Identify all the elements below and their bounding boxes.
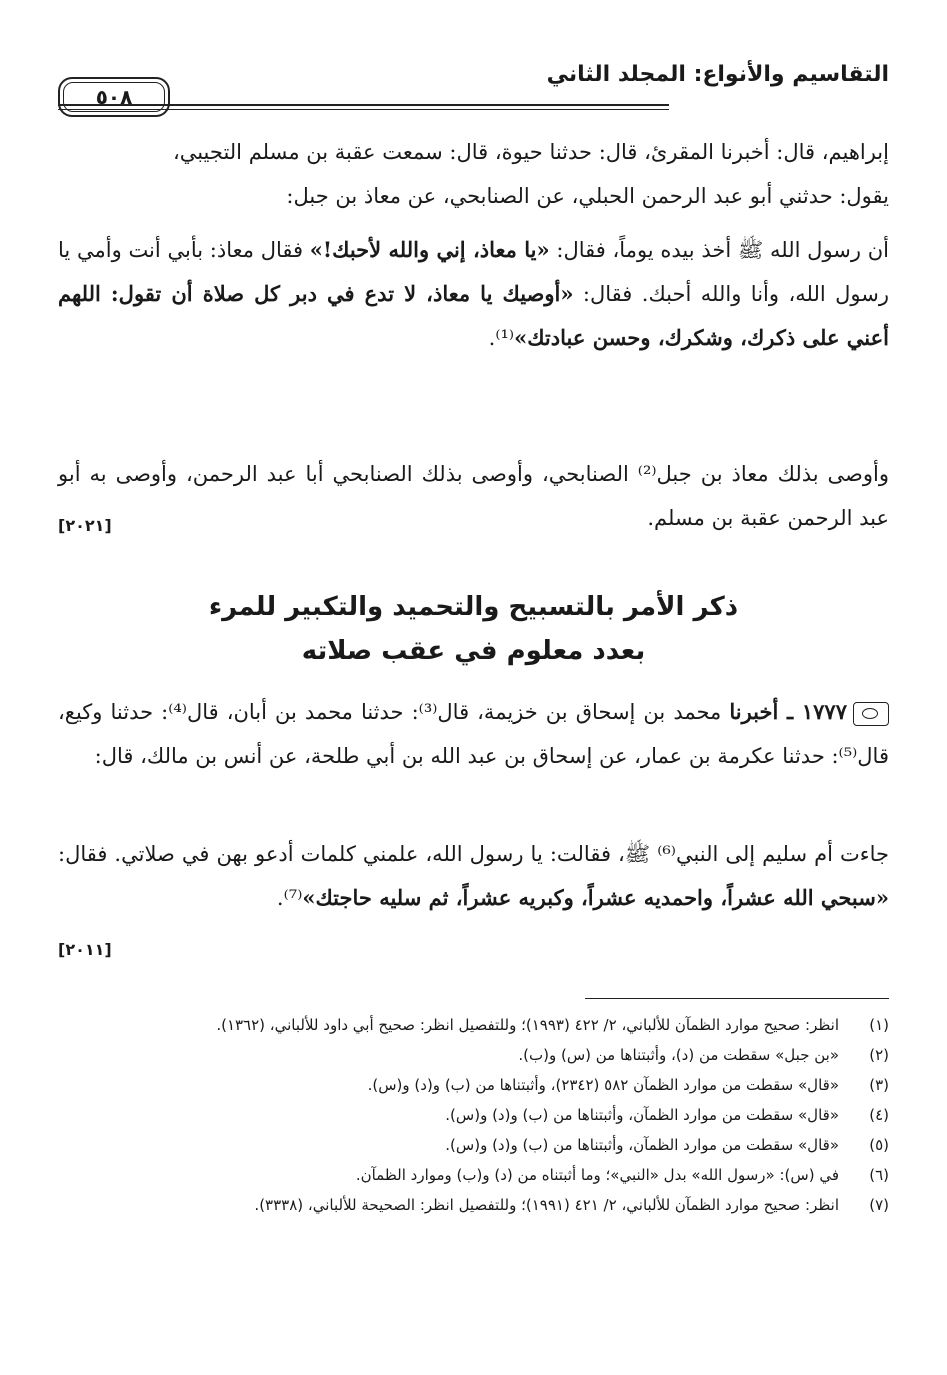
page-number-frame <box>58 77 170 117</box>
text-line: إبراهيم، قال: أخبرنا المقرئ، قال: حدثنا حيوة، قال: سمعت عقبة بن مسلم التجيبي، <box>172 140 889 164</box>
hadith-matn <box>58 832 889 959</box>
running-title: التقاسيم والأنواع: المجلد الثاني <box>546 62 889 87</box>
footnote-number: (١) <box>869 1016 889 1034</box>
footnote-text: «قال» سقطت من موارد الظمآن ٥٨٢ (٢٣٤٢)، وأثبتناها من (ب) و(د) و(س). <box>367 1076 839 1094</box>
chain-note: وأوصى بذلك معاذ بن جبل⁽²⁾ الصنابحي، وأوصى بذلك الصنابحي أبا عبد الرحمن، وأوصى به أبو عبد الرحمن عقبة بن مسلم. <box>58 462 889 530</box>
prophetic-quote: «يا معاذ، إني والله لأحبك!» <box>309 237 550 262</box>
isnad-body: محمد بن إسحاق بن خزيمة، قال⁽³⁾: حدثنا محمد بن أبان، قال⁽⁴⁾: حدثنا وكيع، قال⁽⁵⁾: حدثنا عكرمة بن عمار، عن إسحاق بن عبد الله بن أبي طلحة، عن أنس بن مالك، قال: <box>58 700 889 768</box>
page-number: ٥٠٨ <box>63 82 165 112</box>
narration-text: جاءت أم سليم إلى النبي⁽⁶⁾ ﷺ، فقالت: يا رسول الله، علمني كلمات أدعو بهن في صلاتي. فقال: <box>58 842 889 866</box>
page-header <box>58 60 889 116</box>
hadith-marker-icon <box>853 702 889 726</box>
footnote <box>58 1190 889 1220</box>
text-line: يقول: حدثني أبو عبد الرحمن الحبلي، عن الصنابحي، عن معاذ بن جبل: <box>286 184 889 208</box>
heading-line: بعدد معلوم في عقب صلاته <box>301 636 646 666</box>
matn-text <box>58 832 889 920</box>
hadith-reference: [٢٠١١] <box>58 940 112 959</box>
isnad-continuation <box>58 130 889 218</box>
footnote-number: (٧) <box>869 1196 889 1214</box>
footnote-text: انظر: صحيح موارد الظمآن للألباني، ٢/ ٤٢١ (١٩٩١)؛ وللتفصيل انظر: الصحيحة للألباني، (٣٣٣٨). <box>254 1196 839 1214</box>
footnote <box>58 1040 889 1070</box>
prophetic-quote: «أوصيك يا معاذ، لا تدع في دبر كل صلاة أن تقول: اللهم أعني على ذكرك، وشكرك، وحسن عبادتك» <box>58 281 889 350</box>
footnote-separator <box>585 998 889 999</box>
footnote <box>58 1100 889 1130</box>
matn-paragraph <box>58 228 889 360</box>
footnote-mark: ⁽⁷⁾. <box>276 886 303 910</box>
footnote-text: «قال» سقطت من موارد الظمآن، وأثبتناها من (ب) و(د) و(س). <box>445 1136 839 1154</box>
footnote-text: في (س): «رسول الله» بدل «النبي»؛ وما أثبتناه من (د) و(ب) وموارد الظمآن. <box>355 1166 839 1184</box>
prophetic-quote: «سبحي الله عشراً، واحمديه عشراً، وكبريه عشراً، ثم سليه حاجتك» <box>302 885 889 910</box>
footnote-text: «بن جبل» سقطت من (د)، وأثبتناها من (س) و(ب). <box>518 1046 839 1064</box>
hadith-number: ١٧٧٧ ـ أخبرنا <box>729 699 847 724</box>
footnote-number: (٥) <box>869 1136 889 1154</box>
footnote-text: انظر: صحيح موارد الظمآن للألباني، ٢/ ٤٢٢ (١٩٩٣)؛ وللتفصيل انظر: صحيح أبي داود للألباني، (١٣٦٢). <box>216 1016 839 1034</box>
footnote-number: (٤) <box>869 1106 889 1124</box>
heading-line: ذكر الأمر بالتسبيح والتحميد والتكبير للمرء <box>208 592 739 622</box>
footnote <box>58 1130 889 1160</box>
footnotes <box>58 1010 889 1220</box>
footnote-mark: ⁽¹⁾. <box>488 326 515 350</box>
footnote-number: (٢) <box>869 1046 889 1064</box>
chapter-heading <box>58 585 889 673</box>
footnote-text: «قال» سقطت من موارد الظمآن، وأثبتناها من (ب) و(د) و(س). <box>445 1106 839 1124</box>
narration-text: فقال معاذ: بأبي أنت وأمي يا رسول الله، وأنا والله أحبك. فقال: <box>58 238 889 306</box>
hadith-isnad <box>58 690 889 778</box>
isnad-text <box>58 690 889 778</box>
footnote <box>58 1160 889 1190</box>
matn-text <box>58 228 889 360</box>
hadith-reference: [٢٠٢١] <box>58 516 112 535</box>
footnote <box>58 1010 889 1040</box>
narration-text: أن رسول الله ﷺ أخذ بيده يوماً، فقال: <box>549 238 890 262</box>
footnote-number: (٦) <box>869 1166 889 1184</box>
footnote <box>58 1070 889 1100</box>
footnote-number: (٣) <box>869 1076 889 1094</box>
chain-note-paragraph <box>58 452 889 540</box>
